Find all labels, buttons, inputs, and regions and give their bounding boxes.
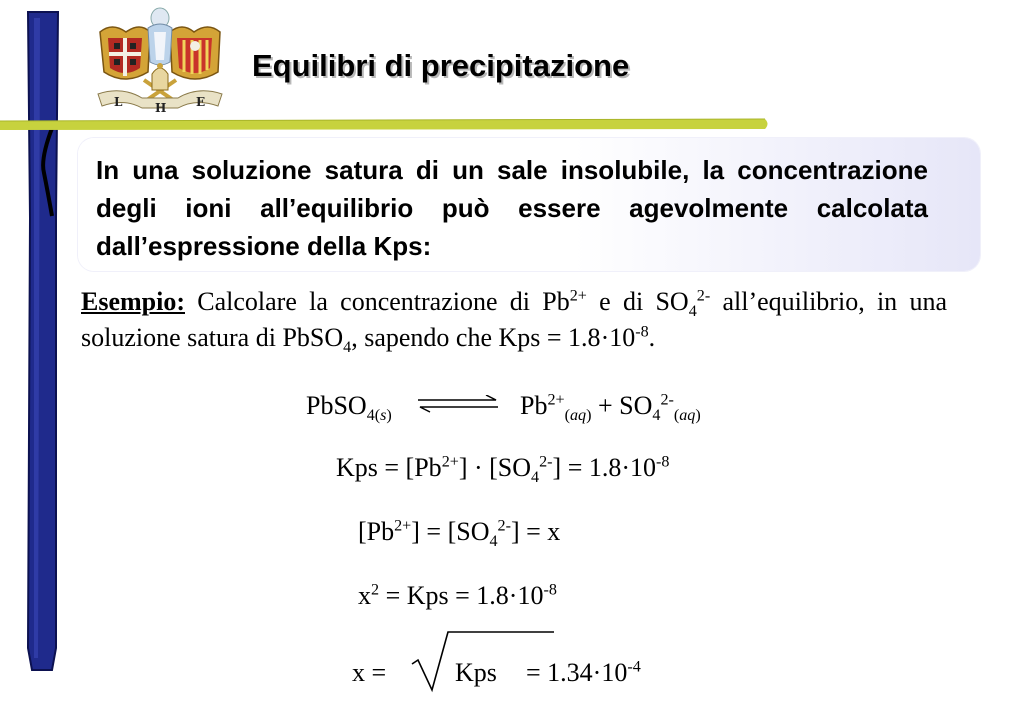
example-text: . — [648, 323, 656, 352]
x-squared-equation: $x^2$ = Kps = $1.8\cdot 10^{-8}$ — [358, 581, 557, 610]
university-logo — [92, 2, 228, 122]
example-paragraph — [81, 284, 947, 356]
intro-text: In una soluzione satura di un sale insolubile, la concentrazione degli ioni all’equilibrio può essere agevolmente calcolata dall’espressione della Kps: — [96, 155, 928, 261]
left-binder-bar — [20, 8, 66, 673]
example-sup: -8 — [635, 323, 649, 341]
example-sup: 2+ — [569, 287, 587, 305]
logo-letter-h: H — [155, 101, 167, 115]
example-sub: 4 — [688, 303, 697, 321]
equal-concentrations-equation: $[Pb^{2+}] = [SO_4^{2-}] = x$ — [358, 517, 561, 551]
example-text: all’equilibrio, in una soluzione satura di PbSO — [81, 287, 947, 352]
logo-letter-e: E — [196, 95, 206, 109]
title-underline-bar — [0, 116, 770, 134]
result-rhs: = $1.34\cdot 10^{-4}$ — [526, 658, 641, 687]
example-text: , sapendo che Kps = 1.8 — [351, 323, 601, 352]
reaction-products: $Pb^{2+}_{(aq)} + SO_4^{2-}_{(aq)}$ — [520, 391, 701, 425]
example-text: e di SO — [586, 287, 689, 316]
example-label: Esempio: — [81, 287, 185, 316]
example-sub: 4 — [343, 339, 352, 357]
right-shield-icon — [170, 27, 220, 79]
madonna-figure-icon — [148, 8, 172, 65]
slide-title: Equilibri di precipitazione — [252, 48, 630, 83]
equilibrium-arrows-icon — [416, 395, 500, 413]
reaction-reactant: PbSO$_{4(s)}$ — [306, 391, 392, 425]
kps-equation: Kps = $[Pb^{2+}] \cdot [SO_4^{2-}] = 1.8\cdot 10^{-8}$ — [336, 453, 670, 487]
example-text: Calcolare la concentrazione di Pb — [185, 287, 570, 316]
left-shield-icon — [100, 27, 150, 79]
logo-letter-l: L — [114, 95, 123, 109]
example-sup: 2- — [696, 287, 711, 305]
example-text: 10 — [609, 323, 636, 352]
result-radicand: Kps — [455, 658, 497, 687]
example-text: · — [600, 323, 610, 352]
result-lhs: x = — [352, 658, 387, 687]
